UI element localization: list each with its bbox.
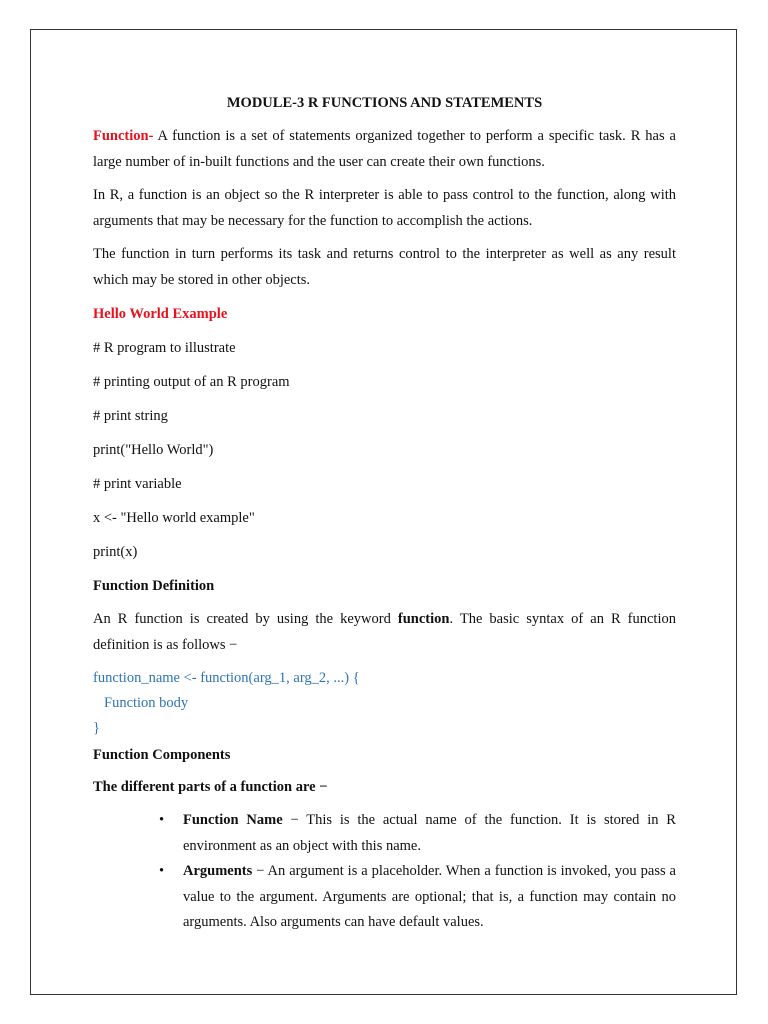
intro-paragraph bbox=[93, 124, 676, 175]
bullet-text: − An argument is a placeholder. When a function is invoked, you pass a value to the argument. Arguments are optional; that is, a function may contain no arguments. Also arguments can have default values. bbox=[183, 863, 676, 930]
returns-paragraph: The function in turn performs its task and returns control to the interpreter as well as any result which may be stored in other objects. bbox=[93, 246, 676, 288]
definition-paragraph bbox=[93, 607, 676, 658]
code-line: # print string bbox=[93, 408, 168, 424]
intro-text: A function is a set of statements organized together to perform a specific task. R has a large number of in-built functions and the user can create their own functions. bbox=[93, 128, 676, 170]
hello-world-heading: Hello World Example bbox=[93, 306, 228, 322]
page-title: MODULE-3 R FUNCTIONS AND STATEMENTS bbox=[226, 95, 543, 111]
definition-text-after: . The basic syntax of an R function definition is as follows − bbox=[93, 611, 676, 653]
bullet-text: − This is the actual name of the function. It is stored in R environment as an object with this name. bbox=[183, 812, 676, 854]
syntax-line-3: } bbox=[93, 720, 100, 736]
code-line: # print variable bbox=[93, 476, 182, 492]
interpreter-paragraph: In R, a function is an object so the R interpreter is able to pass control to the function, along with arguments that may be necessary for the function to accomplish the actions. bbox=[93, 187, 676, 229]
components-list bbox=[93, 808, 676, 936]
syntax-block bbox=[93, 666, 676, 741]
bullet-term: Arguments bbox=[183, 863, 253, 879]
function-label: Function- bbox=[93, 128, 154, 144]
function-components-heading: Function Components bbox=[93, 747, 231, 763]
code-line: # R program to illustrate bbox=[93, 340, 236, 356]
list-item bbox=[159, 859, 676, 936]
function-definition-heading: Function Definition bbox=[93, 578, 215, 594]
document-body bbox=[93, 92, 676, 936]
bullet-term: Function Name bbox=[183, 812, 283, 828]
parts-heading: The different parts of a function are − bbox=[93, 779, 328, 795]
code-line: print("Hello World") bbox=[93, 442, 214, 458]
bullet-icon: • bbox=[159, 812, 165, 828]
syntax-line-1: function_name <- function(arg_1, arg_2, ...) { bbox=[93, 670, 360, 686]
code-line: # printing output of an R program bbox=[93, 374, 290, 390]
function-keyword: function bbox=[397, 611, 450, 627]
code-line: x <- "Hello world example" bbox=[93, 510, 255, 526]
list-item bbox=[159, 808, 676, 859]
bullet-icon: • bbox=[159, 863, 165, 879]
code-line: print(x) bbox=[93, 544, 138, 560]
syntax-line-2: Function body bbox=[104, 695, 189, 711]
definition-text-before: An R function is created by using the keyword bbox=[93, 611, 398, 627]
